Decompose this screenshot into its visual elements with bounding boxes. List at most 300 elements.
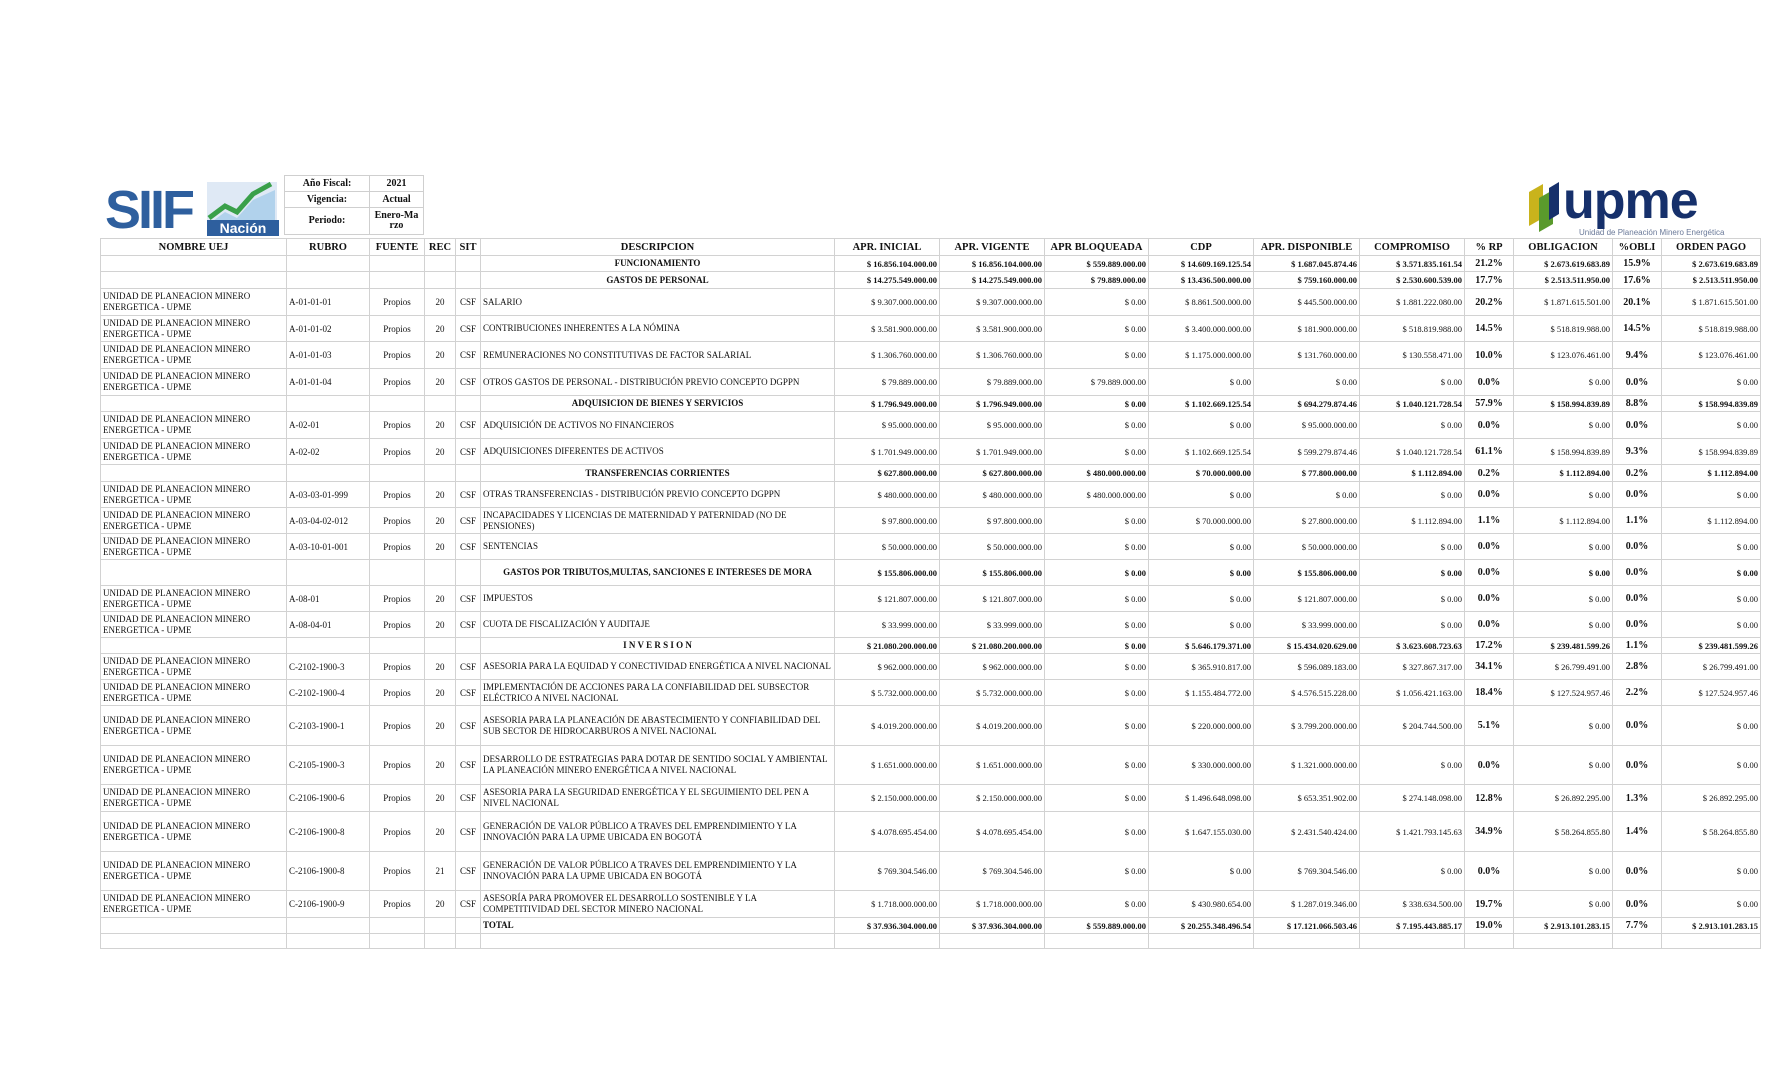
cdp-cell: $ 430.980.654.00 — [1149, 891, 1254, 918]
cdp-cell: $ 13.436.500.000.00 — [1149, 272, 1254, 289]
col-pct-rp-header: % RP — [1465, 239, 1514, 256]
cdp-cell: $ 0.00 — [1149, 852, 1254, 891]
apr-vigente-cell: $ 769.304.546.00 — [940, 852, 1045, 891]
descripcion-cell: GASTOS DE PERSONAL — [481, 272, 835, 289]
col-apr-vigente-header: APR. VIGENTE — [940, 239, 1045, 256]
apr-disponible-cell: $ 181.900.000.00 — [1254, 316, 1360, 342]
col-descripcion-header: DESCRIPCION — [481, 239, 835, 256]
orden-pago-cell: $ 2.913.101.283.15 — [1662, 918, 1761, 934]
cdp-cell: $ 0.00 — [1149, 534, 1254, 560]
descripcion-cell: GENERACIÓN DE VALOR PÚBLICO A TRAVES DEL EMPRENDIMIENTO Y LA INNOVACIÓN PARA LA UPME UBICADA EN BOGOTÁ — [481, 812, 835, 852]
sit-cell: CSF — [456, 412, 481, 439]
apr-bloqueada-cell: $ 0.00 — [1045, 439, 1149, 465]
apr-inicial-cell: $ 14.275.549.000.00 — [835, 272, 940, 289]
pct-obli-cell: 1.3% — [1613, 785, 1662, 812]
apr-bloqueada-cell: $ 0.00 — [1045, 746, 1149, 785]
apr-disponible-cell: $ 155.806.000.00 — [1254, 560, 1360, 586]
rubro-cell: A-01-01-03 — [287, 342, 370, 369]
pct-obli-cell: 0.0% — [1613, 482, 1662, 508]
pct-obli-cell: 1.1% — [1613, 638, 1662, 654]
pct-obli-cell: 0.2% — [1613, 465, 1662, 482]
rubro-cell: A-03-03-01-999 — [287, 482, 370, 508]
descripcion-cell: CUOTA DE FISCALIZACIÓN Y AUDITAJE — [481, 612, 835, 638]
pct-obli-cell: 7.7% — [1613, 918, 1662, 934]
pct-obli-cell — [1613, 934, 1662, 949]
apr-vigente-cell: $ 9.307.000.000.00 — [940, 289, 1045, 316]
apr-disponible-cell: $ 4.576.515.228.00 — [1254, 680, 1360, 706]
pct-obli-cell: 1.1% — [1613, 508, 1662, 534]
fuente-cell — [370, 272, 425, 289]
apr-vigente-cell: $ 627.800.000.00 — [940, 465, 1045, 482]
orden-pago-cell: $ 0.00 — [1662, 560, 1761, 586]
compromiso-cell: $ 327.867.317.00 — [1360, 654, 1465, 680]
cdp-cell: $ 0.00 — [1149, 586, 1254, 612]
rec-cell — [425, 560, 456, 586]
orden-pago-cell: $ 0.00 — [1662, 369, 1761, 396]
param-value-vigencia: Actual — [370, 192, 424, 208]
col-rec-header: REC — [425, 239, 456, 256]
rec-cell: 20 — [425, 746, 456, 785]
orden-pago-cell: $ 1.112.894.00 — [1662, 508, 1761, 534]
apr-disponible-cell: $ 33.999.000.00 — [1254, 612, 1360, 638]
apr-disponible-cell: $ 1.321.000.000.00 — [1254, 746, 1360, 785]
rubro-cell — [287, 934, 370, 949]
orden-pago-cell: $ 0.00 — [1662, 746, 1761, 785]
rec-cell: 20 — [425, 412, 456, 439]
orden-pago-cell: $ 0.00 — [1662, 706, 1761, 746]
pct-rp-cell — [1465, 934, 1514, 949]
uej-cell — [101, 465, 287, 482]
fuente-cell: Propios — [370, 891, 425, 918]
compromiso-cell: $ 0.00 — [1360, 612, 1465, 638]
cdp-cell: $ 0.00 — [1149, 482, 1254, 508]
sit-cell: CSF — [456, 680, 481, 706]
obligacion-cell: $ 239.481.599.26 — [1514, 638, 1613, 654]
col-orden-pago-header: ORDEN PAGO — [1662, 239, 1761, 256]
fuente-cell — [370, 560, 425, 586]
rubro-cell — [287, 638, 370, 654]
uej-cell: UNIDAD DE PLANEACION MINERO ENERGETICA - UPME — [101, 412, 287, 439]
subtotal-row — [101, 396, 1761, 412]
apr-disponible-cell: $ 769.304.546.00 — [1254, 852, 1360, 891]
pct-rp-cell: 0.0% — [1465, 586, 1514, 612]
cdp-cell: $ 70.000.000.00 — [1149, 508, 1254, 534]
col-rubro-header: RUBRO — [287, 239, 370, 256]
apr-vigente-cell: $ 97.800.000.00 — [940, 508, 1045, 534]
sit-cell — [456, 934, 481, 949]
cdp-cell: $ 1.102.669.125.54 — [1149, 439, 1254, 465]
uej-cell: UNIDAD DE PLANEACION MINERO ENERGETICA - UPME — [101, 812, 287, 852]
obligacion-cell — [1514, 934, 1613, 949]
uej-cell: UNIDAD DE PLANEACION MINERO ENERGETICA - UPME — [101, 612, 287, 638]
rubro-cell: A-01-01-04 — [287, 369, 370, 396]
fuente-cell: Propios — [370, 534, 425, 560]
pct-rp-cell: 17.2% — [1465, 638, 1514, 654]
uej-cell: UNIDAD DE PLANEACION MINERO ENERGETICA - UPME — [101, 534, 287, 560]
pct-obli-cell: 14.5% — [1613, 316, 1662, 342]
fuente-cell: Propios — [370, 508, 425, 534]
compromiso-cell: $ 338.634.500.00 — [1360, 891, 1465, 918]
orden-pago-cell: $ 0.00 — [1662, 412, 1761, 439]
cdp-cell: $ 1.175.000.000.00 — [1149, 342, 1254, 369]
upme-mark-navy — [1549, 182, 1559, 220]
sit-cell — [456, 918, 481, 934]
obligacion-cell: $ 0.00 — [1514, 369, 1613, 396]
compromiso-cell: $ 274.148.098.00 — [1360, 785, 1465, 812]
rubro-cell — [287, 560, 370, 586]
apr-bloqueada-cell: $ 0.00 — [1045, 534, 1149, 560]
sit-cell: CSF — [456, 746, 481, 785]
apr-inicial-cell: $ 37.936.304.000.00 — [835, 918, 940, 934]
fuente-cell: Propios — [370, 369, 425, 396]
cdp-cell: $ 220.000.000.00 — [1149, 706, 1254, 746]
apr-bloqueada-cell: $ 79.889.000.00 — [1045, 369, 1149, 396]
apr-inicial-cell: $ 3.581.900.000.00 — [835, 316, 940, 342]
compromiso-cell: $ 518.819.988.00 — [1360, 316, 1465, 342]
apr-disponible-cell: $ 694.279.874.46 — [1254, 396, 1360, 412]
apr-bloqueada-cell: $ 0.00 — [1045, 612, 1149, 638]
apr-inicial-cell: $ 95.000.000.00 — [835, 412, 940, 439]
cdp-cell: $ 70.000.000.00 — [1149, 465, 1254, 482]
rec-cell: 20 — [425, 508, 456, 534]
apr-inicial-cell: $ 9.307.000.000.00 — [835, 289, 940, 316]
orden-pago-cell: $ 518.819.988.00 — [1662, 316, 1761, 342]
pct-obli-cell: 0.0% — [1613, 891, 1662, 918]
apr-inicial-cell: $ 5.732.000.000.00 — [835, 680, 940, 706]
uej-cell: UNIDAD DE PLANEACION MINERO ENERGETICA - UPME — [101, 680, 287, 706]
sit-cell: CSF — [456, 785, 481, 812]
pct-obli-cell: 0.0% — [1613, 560, 1662, 586]
descripcion-cell: ASESORIA PARA LA SEGURIDAD ENERGÉTICA Y EL SEGUIMIENTO DEL PEN A NIVEL NACIONAL — [481, 785, 835, 812]
uej-cell — [101, 396, 287, 412]
rubro-cell: A-02-02 — [287, 439, 370, 465]
apr-inicial-cell: $ 121.807.000.00 — [835, 586, 940, 612]
orden-pago-cell: $ 1.112.894.00 — [1662, 465, 1761, 482]
obligacion-cell: $ 2.513.511.950.00 — [1514, 272, 1613, 289]
apr-inicial-cell: $ 1.796.949.000.00 — [835, 396, 940, 412]
pct-rp-cell: 12.8% — [1465, 785, 1514, 812]
fuente-cell: Propios — [370, 680, 425, 706]
cdp-cell: $ 1.647.155.030.00 — [1149, 812, 1254, 852]
descripcion-cell: ADQUISICIÓN DE ACTIVOS NO FINANCIEROS — [481, 412, 835, 439]
col-apr-bloqueada-header: APR BLOQUEADA — [1045, 239, 1149, 256]
pct-obli-cell: 9.3% — [1613, 439, 1662, 465]
obligacion-cell: $ 158.994.839.89 — [1514, 439, 1613, 465]
descripcion-cell: IMPUESTOS — [481, 586, 835, 612]
apr-disponible-cell — [1254, 934, 1360, 949]
empty-row — [101, 934, 1761, 949]
apr-disponible-cell: $ 1.687.045.874.46 — [1254, 256, 1360, 272]
apr-vigente-cell: $ 1.306.760.000.00 — [940, 342, 1045, 369]
rubro-cell: C-2102-1900-3 — [287, 654, 370, 680]
sit-cell: CSF — [456, 706, 481, 746]
pct-rp-cell: 21.2% — [1465, 256, 1514, 272]
pct-rp-cell: 34.1% — [1465, 654, 1514, 680]
apr-disponible-cell: $ 445.500.000.00 — [1254, 289, 1360, 316]
sit-cell — [456, 256, 481, 272]
pct-rp-cell: 0.0% — [1465, 560, 1514, 586]
cdp-cell: $ 365.910.817.00 — [1149, 654, 1254, 680]
upme-tagline: Unidad de Planeación Minero Energética — [1579, 228, 1725, 237]
sit-cell: CSF — [456, 891, 481, 918]
pct-rp-cell: 0.0% — [1465, 482, 1514, 508]
obligacion-cell: $ 1.871.615.501.00 — [1514, 289, 1613, 316]
uej-cell: UNIDAD DE PLANEACION MINERO ENERGETICA - UPME — [101, 654, 287, 680]
pct-rp-cell: 0.2% — [1465, 465, 1514, 482]
apr-vigente-cell: $ 21.080.200.000.00 — [940, 638, 1045, 654]
table-row — [101, 412, 1761, 439]
cdp-cell: $ 330.000.000.00 — [1149, 746, 1254, 785]
fuente-cell — [370, 465, 425, 482]
compromiso-cell: $ 0.00 — [1360, 586, 1465, 612]
orden-pago-cell: $ 58.264.855.80 — [1662, 812, 1761, 852]
table-row — [101, 746, 1761, 785]
apr-disponible-cell: $ 50.000.000.00 — [1254, 534, 1360, 560]
table-row — [101, 812, 1761, 852]
obligacion-cell: $ 0.00 — [1514, 746, 1613, 785]
cdp-cell: $ 1.102.669.125.54 — [1149, 396, 1254, 412]
descripcion-cell: TOTAL — [481, 918, 835, 934]
uej-cell: UNIDAD DE PLANEACION MINERO ENERGETICA - UPME — [101, 785, 287, 812]
col-sit-header: SIT — [456, 239, 481, 256]
descripcion-cell: ADQUISICION DE BIENES Y SERVICIOS — [481, 396, 835, 412]
apr-inicial-cell: $ 21.080.200.000.00 — [835, 638, 940, 654]
logo-siif-word: SIIF — [105, 180, 193, 236]
compromiso-cell: $ 1.040.121.728.54 — [1360, 439, 1465, 465]
sit-cell: CSF — [456, 439, 481, 465]
descripcion-cell: DESARROLLO DE ESTRATEGIAS PARA DOTAR DE SENTIDO SOCIAL Y AMBIENTAL LA PLANEACIÓN MINERO ENERGÉTICA A NIVEL NACIONAL — [481, 746, 835, 785]
descripcion-cell: ASESORIA PARA LA EQUIDAD Y CONECTIVIDAD ENERGÉTICA A NIVEL NACIONAL — [481, 654, 835, 680]
uej-cell — [101, 256, 287, 272]
apr-bloqueada-cell: $ 0.00 — [1045, 706, 1149, 746]
pct-rp-cell: 5.1% — [1465, 706, 1514, 746]
rubro-cell: C-2106-1900-8 — [287, 852, 370, 891]
rubro-cell: C-2106-1900-9 — [287, 891, 370, 918]
param-row — [285, 208, 424, 235]
rec-cell: 20 — [425, 612, 456, 638]
pct-rp-cell: 0.0% — [1465, 746, 1514, 785]
orden-pago-cell: $ 123.076.461.00 — [1662, 342, 1761, 369]
apr-bloqueada-cell: $ 0.00 — [1045, 508, 1149, 534]
col-fuente-header: FUENTE — [370, 239, 425, 256]
rubro-cell — [287, 256, 370, 272]
rec-cell: 20 — [425, 654, 456, 680]
apr-bloqueada-cell: $ 0.00 — [1045, 785, 1149, 812]
orden-pago-cell: $ 0.00 — [1662, 586, 1761, 612]
apr-bloqueada-cell: $ 0.00 — [1045, 654, 1149, 680]
apr-bloqueada-cell: $ 0.00 — [1045, 812, 1149, 852]
compromiso-cell: $ 1.040.121.728.54 — [1360, 396, 1465, 412]
pct-rp-cell: 61.1% — [1465, 439, 1514, 465]
apr-inicial-cell: $ 79.889.000.00 — [835, 369, 940, 396]
col-pct-obli-header: %OBLI — [1613, 239, 1662, 256]
obligacion-cell: $ 2.913.101.283.15 — [1514, 918, 1613, 934]
compromiso-cell: $ 0.00 — [1360, 560, 1465, 586]
apr-inicial-cell: $ 4.019.200.000.00 — [835, 706, 940, 746]
rubro-cell: C-2102-1900-4 — [287, 680, 370, 706]
descripcion-cell: ASESORÍA PARA PROMOVER EL DESARROLLO SOSTENIBLE Y LA COMPETITIVIDAD DEL SECTOR MINERO NACIONAL — [481, 891, 835, 918]
orden-pago-cell: $ 0.00 — [1662, 482, 1761, 508]
uej-cell: UNIDAD DE PLANEACION MINERO ENERGETICA - UPME — [101, 746, 287, 785]
rec-cell: 20 — [425, 342, 456, 369]
pct-obli-cell: 0.0% — [1613, 412, 1662, 439]
fuente-cell: Propios — [370, 785, 425, 812]
pct-obli-cell: 0.0% — [1613, 706, 1662, 746]
pct-rp-cell: 19.7% — [1465, 891, 1514, 918]
compromiso-cell: $ 130.558.471.00 — [1360, 342, 1465, 369]
param-label-periodo: Periodo: — [285, 208, 370, 235]
apr-disponible-cell: $ 759.160.000.00 — [1254, 272, 1360, 289]
apr-disponible-cell: $ 131.760.000.00 — [1254, 342, 1360, 369]
sit-cell: CSF — [456, 508, 481, 534]
fuente-cell — [370, 638, 425, 654]
compromiso-cell: $ 0.00 — [1360, 534, 1465, 560]
pct-rp-cell: 20.2% — [1465, 289, 1514, 316]
apr-inicial-cell: $ 33.999.000.00 — [835, 612, 940, 638]
obligacion-cell: $ 2.673.619.683.89 — [1514, 256, 1613, 272]
rubro-cell: C-2103-1900-1 — [287, 706, 370, 746]
cdp-cell: $ 1.155.484.772.00 — [1149, 680, 1254, 706]
subtotal-row — [101, 272, 1761, 289]
subtotal-row — [101, 560, 1761, 586]
table-row — [101, 785, 1761, 812]
sit-cell — [456, 465, 481, 482]
table-body — [101, 256, 1761, 949]
obligacion-cell: $ 158.994.839.89 — [1514, 396, 1613, 412]
cdp-cell: $ 3.400.000.000.00 — [1149, 316, 1254, 342]
pct-rp-cell: 17.7% — [1465, 272, 1514, 289]
apr-inicial-cell: $ 16.856.104.000.00 — [835, 256, 940, 272]
rubro-cell: A-08-04-01 — [287, 612, 370, 638]
pct-rp-cell: 1.1% — [1465, 508, 1514, 534]
rec-cell — [425, 396, 456, 412]
compromiso-cell: $ 1.112.894.00 — [1360, 508, 1465, 534]
descripcion-cell: SENTENCIAS — [481, 534, 835, 560]
sit-cell: CSF — [456, 316, 481, 342]
apr-vigente-cell — [940, 934, 1045, 949]
apr-inicial-cell: $ 155.806.000.00 — [835, 560, 940, 586]
pct-obli-cell: 0.0% — [1613, 612, 1662, 638]
apr-bloqueada-cell: $ 0.00 — [1045, 852, 1149, 891]
sit-cell: CSF — [456, 342, 481, 369]
fuente-cell: Propios — [370, 586, 425, 612]
obligacion-cell: $ 0.00 — [1514, 891, 1613, 918]
compromiso-cell: $ 1.112.894.00 — [1360, 465, 1465, 482]
apr-bloqueada-cell: $ 0.00 — [1045, 891, 1149, 918]
fuente-cell: Propios — [370, 706, 425, 746]
pct-rp-cell: 0.0% — [1465, 369, 1514, 396]
fuente-cell: Propios — [370, 812, 425, 852]
rec-cell: 20 — [425, 680, 456, 706]
apr-inicial-cell: $ 480.000.000.00 — [835, 482, 940, 508]
descripcion-cell: OTRAS TRANSFERENCIAS - DISTRIBUCIÓN PREVIO CONCEPTO DGPPN — [481, 482, 835, 508]
obligacion-cell: $ 0.00 — [1514, 412, 1613, 439]
rec-cell — [425, 465, 456, 482]
table-row — [101, 508, 1761, 534]
orden-pago-cell: $ 0.00 — [1662, 852, 1761, 891]
obligacion-cell: $ 123.076.461.00 — [1514, 342, 1613, 369]
logo-nacion-word: Nación — [219, 220, 267, 236]
rec-cell: 21 — [425, 852, 456, 891]
subtotal-row — [101, 256, 1761, 272]
rec-cell: 20 — [425, 316, 456, 342]
apr-disponible-cell: $ 3.799.200.000.00 — [1254, 706, 1360, 746]
uej-cell: UNIDAD DE PLANEACION MINERO ENERGETICA - UPME — [101, 342, 287, 369]
apr-inicial-cell: $ 1.306.760.000.00 — [835, 342, 940, 369]
apr-disponible-cell: $ 1.287.019.346.00 — [1254, 891, 1360, 918]
descripcion-cell: REMUNERACIONES NO CONSTITUTIVAS DE FACTOR SALARIAL — [481, 342, 835, 369]
cdp-cell: $ 14.609.169.125.54 — [1149, 256, 1254, 272]
upme-word: upme — [1563, 172, 1698, 230]
rubro-cell: C-2106-1900-8 — [287, 812, 370, 852]
orden-pago-cell: $ 0.00 — [1662, 891, 1761, 918]
col-apr-inicial-header: APR. INICIAL — [835, 239, 940, 256]
table-row — [101, 852, 1761, 891]
apr-disponible-cell: $ 2.431.540.424.00 — [1254, 812, 1360, 852]
rec-cell: 20 — [425, 706, 456, 746]
uej-cell: UNIDAD DE PLANEACION MINERO ENERGETICA - UPME — [101, 891, 287, 918]
apr-disponible-cell: $ 121.807.000.00 — [1254, 586, 1360, 612]
obligacion-cell: $ 0.00 — [1514, 482, 1613, 508]
obligacion-cell: $ 0.00 — [1514, 612, 1613, 638]
col-apr-disponible-header: APR. DISPONIBLE — [1254, 239, 1360, 256]
fuente-cell: Propios — [370, 746, 425, 785]
rubro-cell: A-08-01 — [287, 586, 370, 612]
compromiso-cell: $ 2.530.600.539.00 — [1360, 272, 1465, 289]
obligacion-cell: $ 0.00 — [1514, 852, 1613, 891]
apr-vigente-cell: $ 1.701.949.000.00 — [940, 439, 1045, 465]
rec-cell: 20 — [425, 482, 456, 508]
compromiso-cell: $ 3.571.835.161.54 — [1360, 256, 1465, 272]
pct-obli-cell: 0.0% — [1613, 534, 1662, 560]
compromiso-cell: $ 0.00 — [1360, 412, 1465, 439]
apr-inicial-cell: $ 1.651.000.000.00 — [835, 746, 940, 785]
apr-bloqueada-cell: $ 0.00 — [1045, 316, 1149, 342]
table-header-row — [101, 239, 1761, 256]
apr-bloqueada-cell: $ 480.000.000.00 — [1045, 482, 1149, 508]
param-row — [285, 176, 424, 192]
pct-obli-cell: 2.2% — [1613, 680, 1662, 706]
apr-vigente-cell: $ 95.000.000.00 — [940, 412, 1045, 439]
table-row — [101, 316, 1761, 342]
pct-obli-cell: 2.8% — [1613, 654, 1662, 680]
obligacion-cell: $ 0.00 — [1514, 706, 1613, 746]
orden-pago-cell: $ 2.513.511.950.00 — [1662, 272, 1761, 289]
apr-inicial-cell: $ 2.150.000.000.00 — [835, 785, 940, 812]
table-row — [101, 289, 1761, 316]
pct-obli-cell: 0.0% — [1613, 852, 1662, 891]
apr-inicial-cell: $ 4.078.695.454.00 — [835, 812, 940, 852]
fuente-cell — [370, 256, 425, 272]
compromiso-cell: $ 0.00 — [1360, 852, 1465, 891]
param-label-vigencia: Vigencia: — [285, 192, 370, 208]
apr-vigente-cell: $ 1.651.000.000.00 — [940, 746, 1045, 785]
orden-pago-cell — [1662, 934, 1761, 949]
table-row — [101, 534, 1761, 560]
rubro-cell: A-02-01 — [287, 412, 370, 439]
fuente-cell — [370, 396, 425, 412]
obligacion-cell: $ 26.892.295.00 — [1514, 785, 1613, 812]
pct-obli-cell: 8.8% — [1613, 396, 1662, 412]
pct-rp-cell: 10.0% — [1465, 342, 1514, 369]
apr-vigente-cell: $ 121.807.000.00 — [940, 586, 1045, 612]
cdp-cell: $ 8.861.500.000.00 — [1149, 289, 1254, 316]
apr-vigente-cell: $ 33.999.000.00 — [940, 612, 1045, 638]
apr-vigente-cell: $ 1.718.000.000.00 — [940, 891, 1045, 918]
apr-bloqueada-cell: $ 559.889.000.00 — [1045, 256, 1149, 272]
col-nombre-uej-header: NOMBRE UEJ — [101, 239, 287, 256]
pct-rp-cell: 19.0% — [1465, 918, 1514, 934]
